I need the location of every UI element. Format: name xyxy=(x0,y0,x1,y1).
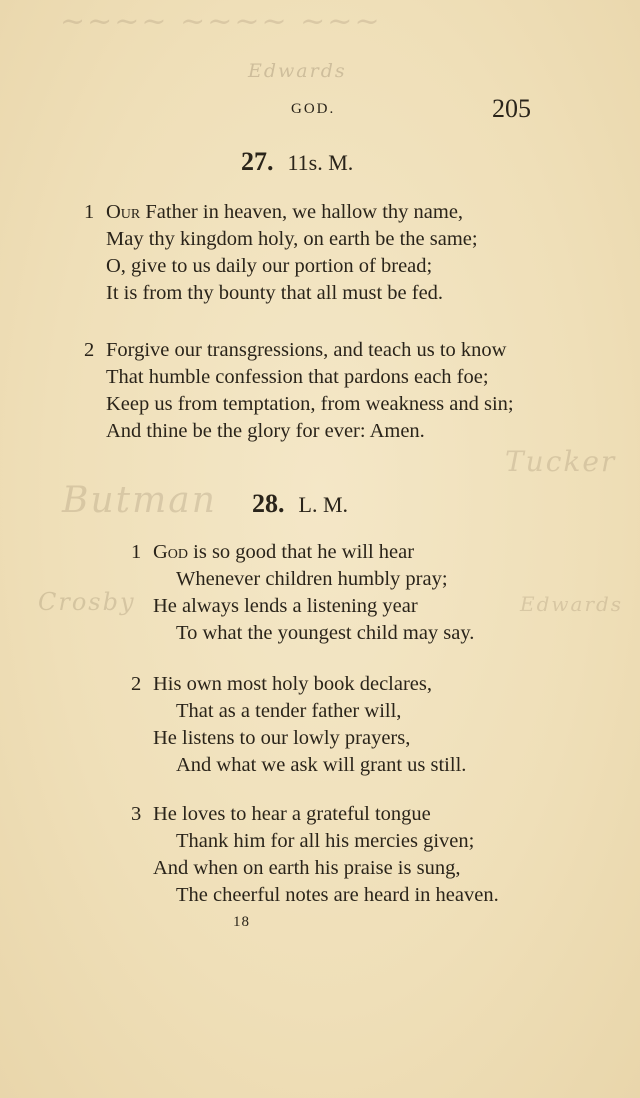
handwritten-note-butman: Butman xyxy=(62,480,217,521)
verse-line: That as a tender father will, xyxy=(176,700,402,722)
hymn-27-heading xyxy=(241,147,353,177)
verse-line: May thy kingdom holy, on earth be the same; xyxy=(106,228,478,250)
verse-first-word: God xyxy=(153,541,189,563)
page-number: 205 xyxy=(492,94,531,123)
hymn-meter: 11s. M. xyxy=(287,150,354,175)
handwritten-note-edwards: Edwards xyxy=(248,60,347,82)
verse-line-rest: Father in heaven, we hallow thy name, xyxy=(140,201,464,223)
signature-mark: 18 xyxy=(233,914,250,930)
hymn-meter: L. M. xyxy=(298,492,348,517)
verse-line: The cheerful notes are heard in heaven. xyxy=(176,884,499,906)
verse-line xyxy=(106,199,463,226)
verse-line: Forgive our transgressions, and teach us to know xyxy=(106,339,507,361)
verse-line: And thine be the glory for ever: Amen. xyxy=(106,420,425,442)
verse-number: 1 xyxy=(131,541,142,563)
verse-line: O, give to us daily our portion of bread; xyxy=(106,255,433,277)
handwritten-note-crosby: Crosby xyxy=(38,588,136,616)
verse-line: Thank him for all his mercies given; xyxy=(176,830,475,852)
verse-line: He loves to hear a grateful tongue xyxy=(153,803,431,825)
verse-number: 3 xyxy=(131,803,142,825)
handwritten-note-tucker: Tucker xyxy=(505,445,617,478)
verse-number: 2 xyxy=(84,339,95,361)
verse-line: And what we ask will grant us still. xyxy=(176,754,467,776)
handwritten-note-edwards-right: Edwards xyxy=(520,592,624,616)
hymn-number: 27. xyxy=(241,147,274,176)
verse-line: Whenever children humbly pray; xyxy=(176,568,448,590)
verse-line: And when on earth his praise is sung, xyxy=(153,857,461,879)
hymn-28-heading xyxy=(252,489,348,519)
handwritten-note-top: ~~~~ ~~~~ ~~~ xyxy=(60,4,382,39)
verse-number: 1 xyxy=(84,201,95,223)
verse-line-rest: is so good that he will hear xyxy=(188,541,415,563)
verse-line: That humble confession that pardons each foe; xyxy=(106,366,489,388)
verse-line: He listens to our lowly prayers, xyxy=(153,727,411,749)
verse-line: He always lends a listening year xyxy=(153,595,418,617)
verse-line: His own most holy book declares, xyxy=(153,673,432,695)
running-title: GOD. xyxy=(291,101,336,117)
verse-line: It is from thy bounty that all must be fed. xyxy=(106,282,444,304)
verse-line: Keep us from temptation, from weakness and sin; xyxy=(106,393,514,415)
verse-first-word: Our xyxy=(106,201,141,223)
verse-line xyxy=(153,539,414,566)
verse-number: 2 xyxy=(131,673,142,695)
hymn-number: 28. xyxy=(252,489,285,518)
verse-line: To what the youngest child may say. xyxy=(176,622,475,644)
